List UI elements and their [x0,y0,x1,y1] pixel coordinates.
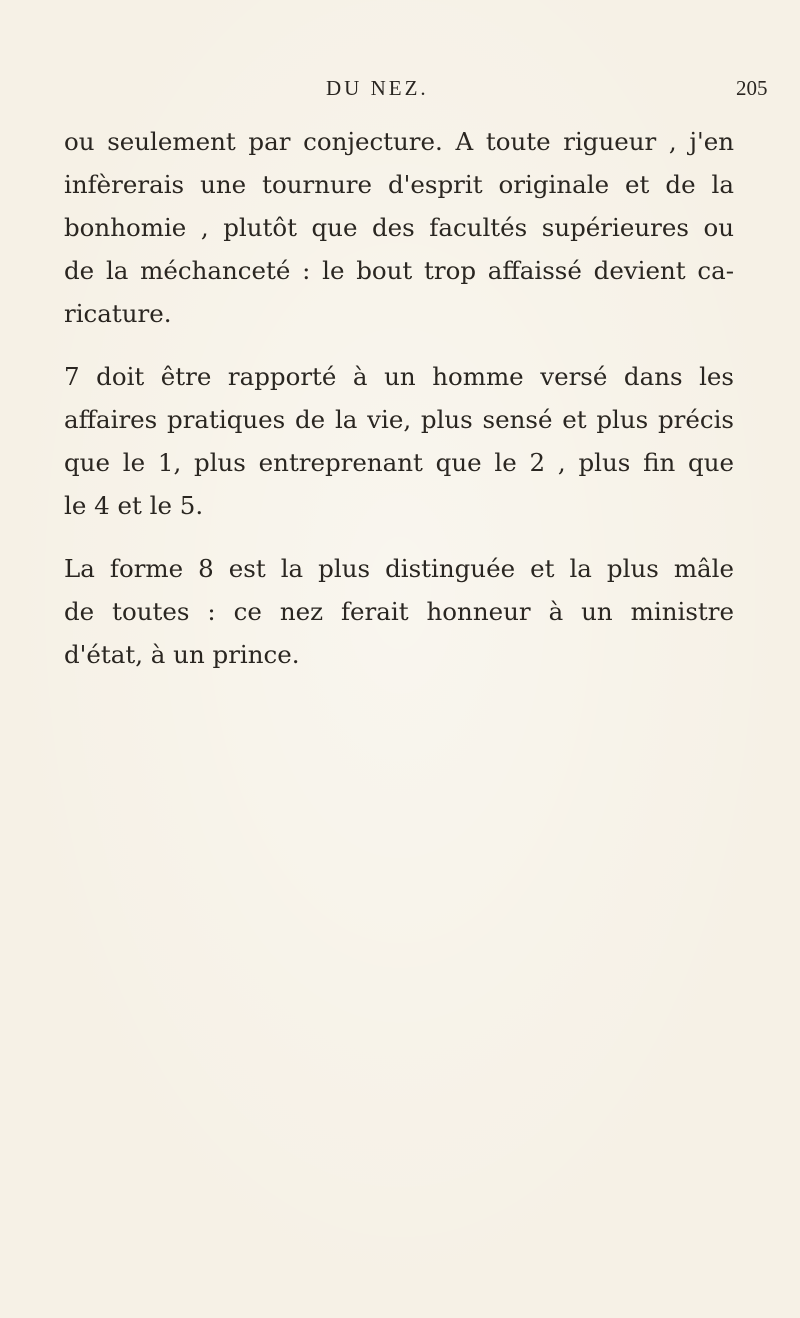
paragraph-spacer [64,335,734,355]
paragraph-3 [64,547,734,676]
running-title: DU NEZ. [326,76,429,100]
text-line: que le 1, plus entreprenant que le 2 , plus fin que [64,448,734,477]
running-head [0,76,800,106]
paragraph-spacer [64,527,734,547]
text-line: 7 doit être rapporté à un homme versé dans les [64,362,734,391]
text-line: affaires pratiques de la vie, plus sensé et plus précis [64,405,734,434]
text-line: infèrerais une tournure d'esprit originale et de la [64,170,734,199]
text-line: le 4 et le 5. [64,491,204,520]
page-number: 205 [736,76,768,100]
text-line: de la méchanceté : le bout trop affaissé devient ca- [64,256,734,285]
paragraph-2 [64,355,734,527]
text-line: d'état, à un prince. [64,640,300,669]
text-line: La forme 8 est la plus distinguée et la plus mâle [64,554,734,583]
text-line: bonhomie , plutôt que des facultés supérieures ou [64,213,734,242]
paragraph-1 [64,120,734,335]
text-line: de toutes : ce nez ferait honneur à un ministre [64,597,734,626]
body-text [64,120,734,676]
text-line: ou seulement par conjecture. A toute rigueur , j'en [64,127,734,156]
text-line: ricature. [64,299,172,328]
